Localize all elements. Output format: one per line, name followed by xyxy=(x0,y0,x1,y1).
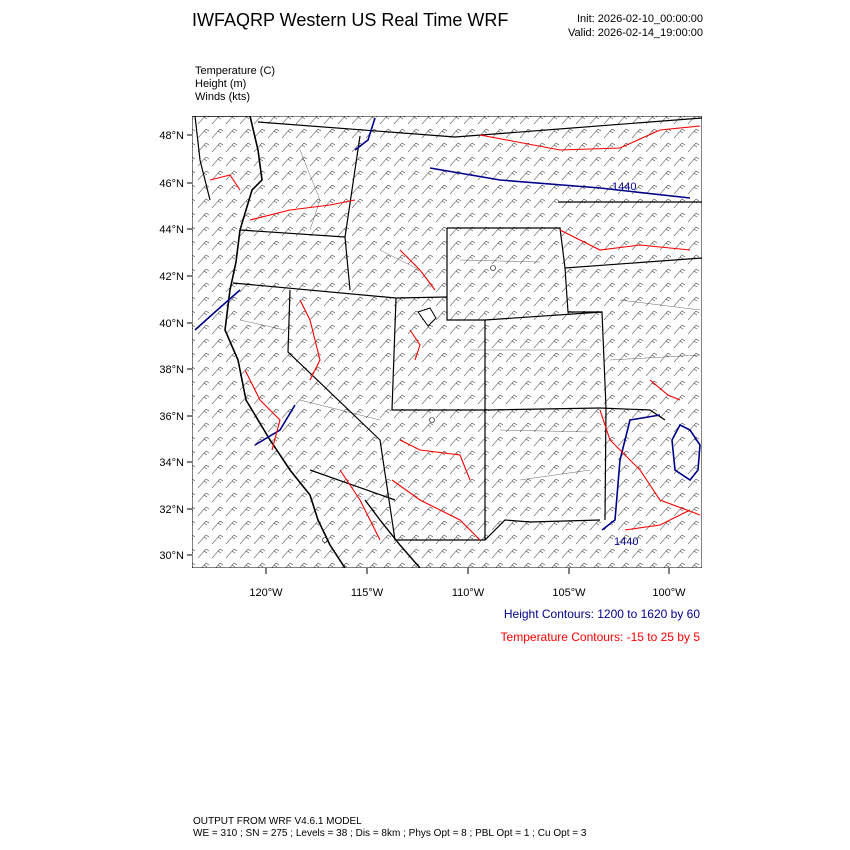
valid-time: Valid: 2026-02-14_19:00:00 xyxy=(568,27,703,39)
lon-label: 110°W xyxy=(451,587,485,599)
lon-label: 115°W xyxy=(350,587,384,599)
lat-label: 46°N xyxy=(159,178,184,190)
lat-label: 40°N xyxy=(159,318,184,330)
init-time: Init: 2026-02-10_00:00:00 xyxy=(577,13,703,25)
latitude-axis xyxy=(159,130,184,562)
model-info-line2: WE = 310 ; SN = 275 ; Levels = 38 ; Dis = 8km ; Phys Opt = 8 ; PBL Opt = 1 ; Cu Opt = 3 xyxy=(193,828,587,839)
longitude-axis xyxy=(249,587,686,599)
field-label-temperature: Temperature (C) xyxy=(195,65,276,77)
temperature-contour-legend: Temperature Contours: -15 to 25 by 5 xyxy=(500,630,700,644)
map-title: IWFAQRP Western US Real Time WRF xyxy=(192,10,509,30)
height-contour-legend: Height Contours: 1200 to 1620 by 60 xyxy=(503,607,700,621)
field-label-height: Height (m) xyxy=(195,78,247,90)
latitude-ticks xyxy=(187,135,192,555)
lat-label: 32°N xyxy=(159,504,184,516)
lat-label: 42°N xyxy=(159,271,184,283)
lat-label: 44°N xyxy=(159,224,184,236)
lat-label: 38°N xyxy=(159,364,184,376)
lat-label: 34°N xyxy=(159,457,184,469)
longitude-ticks xyxy=(266,568,669,574)
contour-label: 1440 xyxy=(614,536,639,548)
lat-label: 36°N xyxy=(159,411,184,423)
field-label-winds: Winds (kts) xyxy=(195,91,250,103)
lon-label: 105°W xyxy=(552,587,586,599)
lat-label: 48°N xyxy=(159,130,184,142)
contour-label: 1440 xyxy=(612,181,637,193)
lon-label: 120°W xyxy=(249,587,283,599)
model-info-line1: OUTPUT FROM WRF V4.6.1 MODEL xyxy=(193,816,362,827)
lat-label: 30°N xyxy=(159,550,184,562)
lon-label: 100°W xyxy=(652,587,686,599)
